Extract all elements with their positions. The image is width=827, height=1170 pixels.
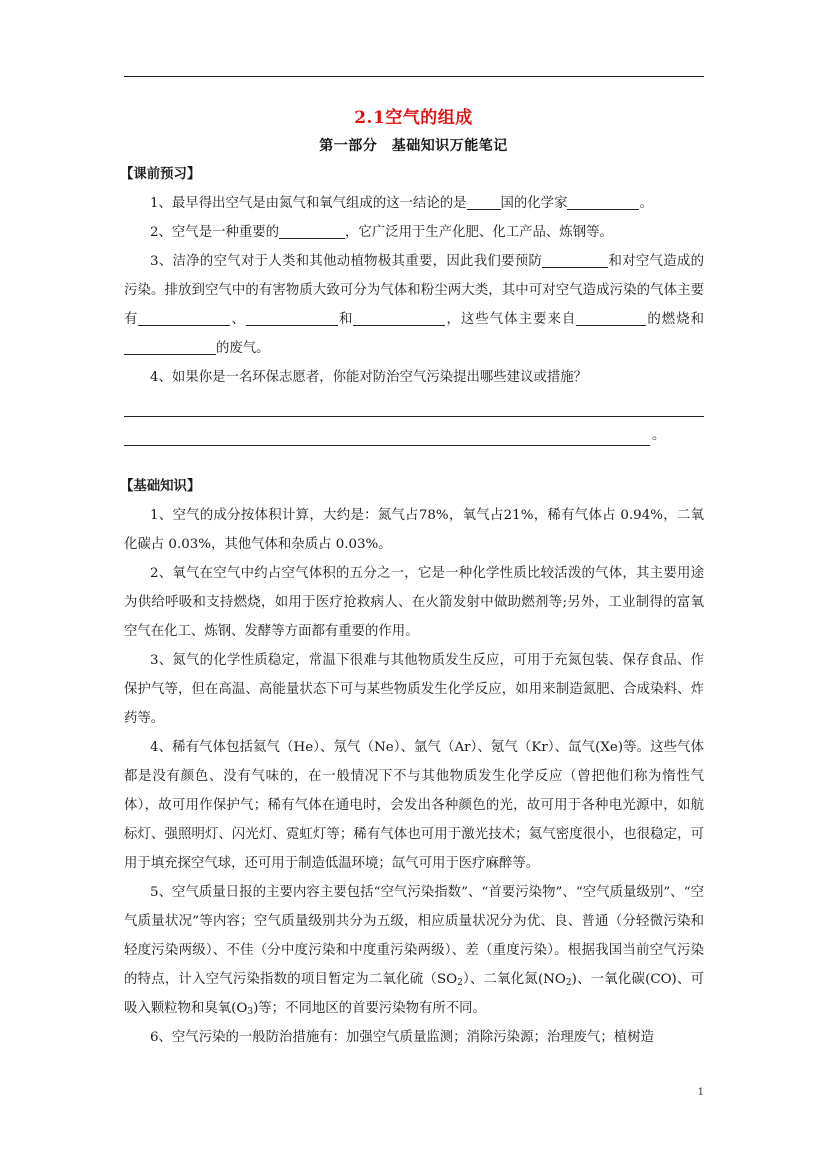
header-rule xyxy=(124,76,704,77)
paragraph-6: 6、空气污染的一般防治措施有：加强空气质量监测；消除污染源；治理废气；植树造 xyxy=(150,1030,654,1045)
document-body xyxy=(120,160,705,1052)
answer-blank[interactable] xyxy=(138,309,230,326)
question-4: 4、如果你是一名环保志愿者，你能对防治空气污染提出哪些建议或措施？ xyxy=(150,370,588,385)
answer-blank[interactable] xyxy=(353,309,445,326)
answer-blank[interactable] xyxy=(567,193,639,210)
page-title: 2.1空气的组成 xyxy=(354,108,473,128)
question-1: 1、最早得出空气是由氮气和氧气组成的这一结论的是 国的化学家 。 xyxy=(124,189,704,218)
answer-line-1[interactable] xyxy=(124,392,704,421)
paragraph-4: 4、稀有气体包括氦气（He）、氖气（Ne）、氩气（Ar）、氪气（Kr）、氙气(Xe)等。这些气体都是没有颜色、没有气味的，在一般情况下不与其他物质发生化学反应（曾把他们称为惰性气体），故可用作保护气；稀有气体在通电时，会发出各种颜色的光，故可用于各种电光源中，如航标灯、强照明灯、闪光灯、霓虹灯等；稀有气体也可用于激光技术；氦气密度很小，也很稳定，可用于填充探空气球，还可用于制造低温环境；氙气可用于医疗麻醉等。 xyxy=(124,740,704,871)
question-2: 2、空气是一种重要的 ，它广泛用于生产化肥、化工产品、炼钢等。 xyxy=(124,218,704,247)
section-heading-preview: 【课前预习】 xyxy=(120,166,201,182)
answer-blank[interactable] xyxy=(576,309,646,326)
answer-blank[interactable] xyxy=(246,309,338,326)
paragraph-5: 5、空气质量日报的主要内容主要包括“空气污染指数”、“首要污染物”、“空气质量级别”、“空气质量状况”等内容；空气质量级别共分为五级，相应质量状况分为优、良、普通（分轻微污染和轻度污染两级）、不佳（分中度污染和中度重污染两级）、差（重度污染）。根据我国当前空气污染的特点，计入空气污染指数的项目暂定为二氧化硫$(SO_2)$、二氧化氮$(NO_2)$、一氧化碳(CO)、可吸入颗粒物和臭氧$(O_3)$等；不同地区的首要污染物有所不同。 xyxy=(124,885,704,1017)
answer-blank[interactable] xyxy=(279,222,345,239)
answer-blank[interactable] xyxy=(542,251,608,268)
answer-blank[interactable] xyxy=(124,338,216,355)
answer-line-2[interactable]: 。 xyxy=(124,421,704,450)
page-subtitle: 第一部分 基础知识万能笔记 xyxy=(319,138,508,154)
paragraph-2: 2、氧气在空气中约占空气体积的五分之一，它是一种化学性质比较活泼的气体，其主要用途为供给呼吸和支持燃烧，如用于医疗抢救病人、在火箭发射中做助燃剂等;另外，工业制得的富氧空气在化工、炼钢、发酵等方面都有重要的作用。 xyxy=(124,566,704,639)
section-heading-basics: 【基础知识】 xyxy=(120,478,201,494)
paragraph-3: 3、氮气的化学性质稳定，常温下很难与其他物质发生反应，可用于充氮包装、保存食品、作保护气等，但在高温、高能量状态下可与某些物质发生化学反应，如用来制造氮肥、合成染料、炸药等。 xyxy=(124,653,704,726)
answer-blank[interactable] xyxy=(467,193,501,210)
paragraph-1: 1、空气的成分按体积计算，大约是：氮气占78%，氧气占21%，稀有气体占 0.94%，二氧化碳占 0.03%，其他气体和杂质占 0.03%。 xyxy=(124,508,704,552)
question-3: 3、洁净的空气对于人类和其他动植物极其重要，因此我们要预防 和对空气造成的污染。排放到空气中的有害物质大致可分为气体和粉尘两大类，其中可对空气造成污染的气体主要有 、 和 ，这些气体主要来自 的燃烧和的废气。 xyxy=(124,247,704,363)
page-number: 1 xyxy=(697,1087,704,1098)
